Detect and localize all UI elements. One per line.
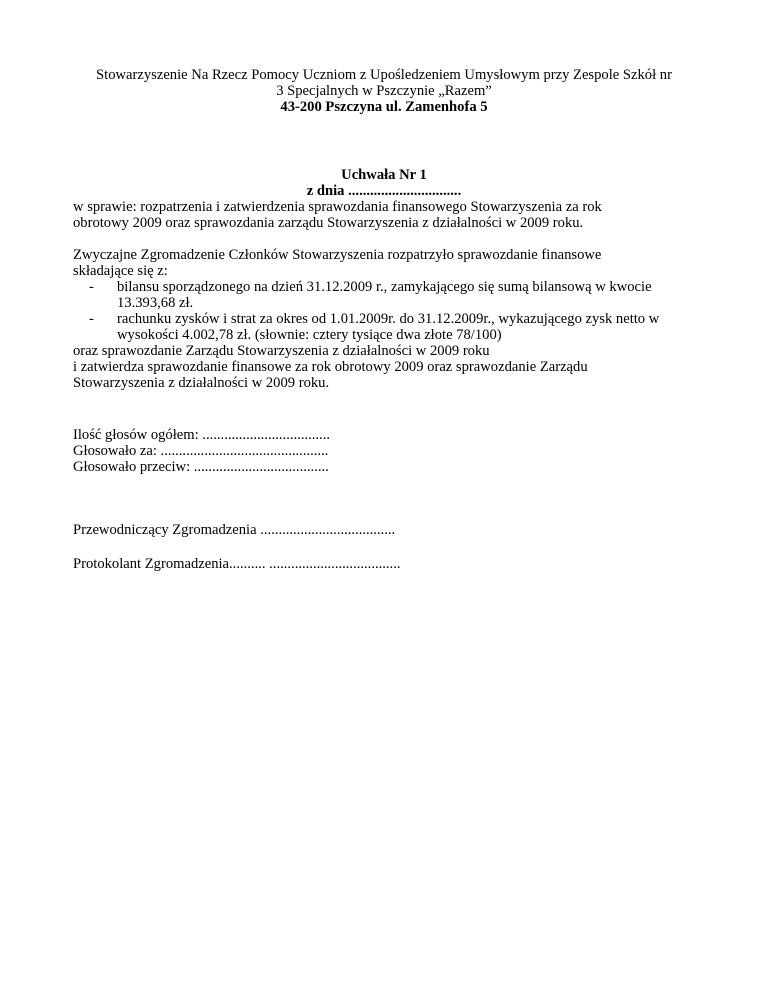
resolution-body — [73, 247, 713, 391]
resolution-heading: Uchwała Nr 1 — [341, 167, 427, 183]
list-item-line-2: 13.393,68 zł. — [117, 295, 194, 311]
organization-address: 43-200 Pszczyna ul. Zamenhofa 5 — [280, 99, 488, 115]
resolution-subject — [73, 199, 713, 231]
body-intro-line-1: Zwyczajne Zgromadzenie Członków Stowarzyszenia rozpatrzyło sprawozdanie finansowe — [73, 247, 602, 263]
resolution-title — [0, 167, 768, 199]
subject-line-1: w sprawie: rozpatrzenia i zatwierdzenia sprawozdania finansowego Stowarzyszenia za rok — [73, 199, 602, 215]
vote-tally — [73, 427, 713, 475]
list-item — [73, 279, 713, 311]
chair-signature-line: Przewodniczący Zgromadzenia ..................................... — [73, 522, 396, 538]
clerk-signature-line: Protokolant Zgromadzenia.......... .................................... — [73, 556, 401, 572]
organization-name-line-2: 3 Specjalnych w Pszczynie „Razem” — [276, 83, 492, 99]
votes-for: Głosowało za: .............................................. — [73, 443, 329, 459]
organization-header — [0, 67, 768, 115]
list-item-line-2: wysokości 4.002,78 zł. (słownie: cztery tysiące dwa złote 78/100) — [117, 327, 502, 343]
body-after-line-3: Stowarzyszenia z działalności w 2009 roku. — [73, 375, 330, 391]
resolution-date: z dnia ............................... — [306, 183, 462, 199]
organization-name-line-1: Stowarzyszenie Na Rzecz Pomocy Uczniom z Upośledzeniem Umysłowym przy Zespole Szkół nr — [96, 67, 672, 83]
votes-against: Głosowało przeciw: ..................................... — [73, 459, 329, 475]
list-item-line-1: bilansu sporządzonego na dzień 31.12.2009 r., zamykającego się sumą bilansową w kwocie — [117, 279, 652, 295]
body-after-line-2: i zatwierdza sprawozdanie finansowe za rok obrotowy 2009 oraz sprawozdanie Zarządu — [73, 359, 588, 375]
body-after-line-1: oraz sprawozdanie Zarządu Stowarzyszenia z działalności w 2009 roku — [73, 343, 490, 359]
list-item-line-1: rachunku zysków i strat za okres od 1.01.2009r. do 31.12.2009r., wykazującego zysk netto w — [117, 311, 660, 327]
votes-total: Ilość głosów ogółem: ................................... — [73, 427, 331, 443]
list-dash: - — [89, 311, 94, 327]
body-intro-line-2: składające się z: — [73, 263, 168, 279]
subject-line-2: obrotowy 2009 oraz sprawozdania zarządu Stowarzyszenia z działalności w 2009 roku. — [73, 215, 584, 231]
list-item — [73, 311, 713, 343]
list-dash: - — [89, 279, 94, 295]
